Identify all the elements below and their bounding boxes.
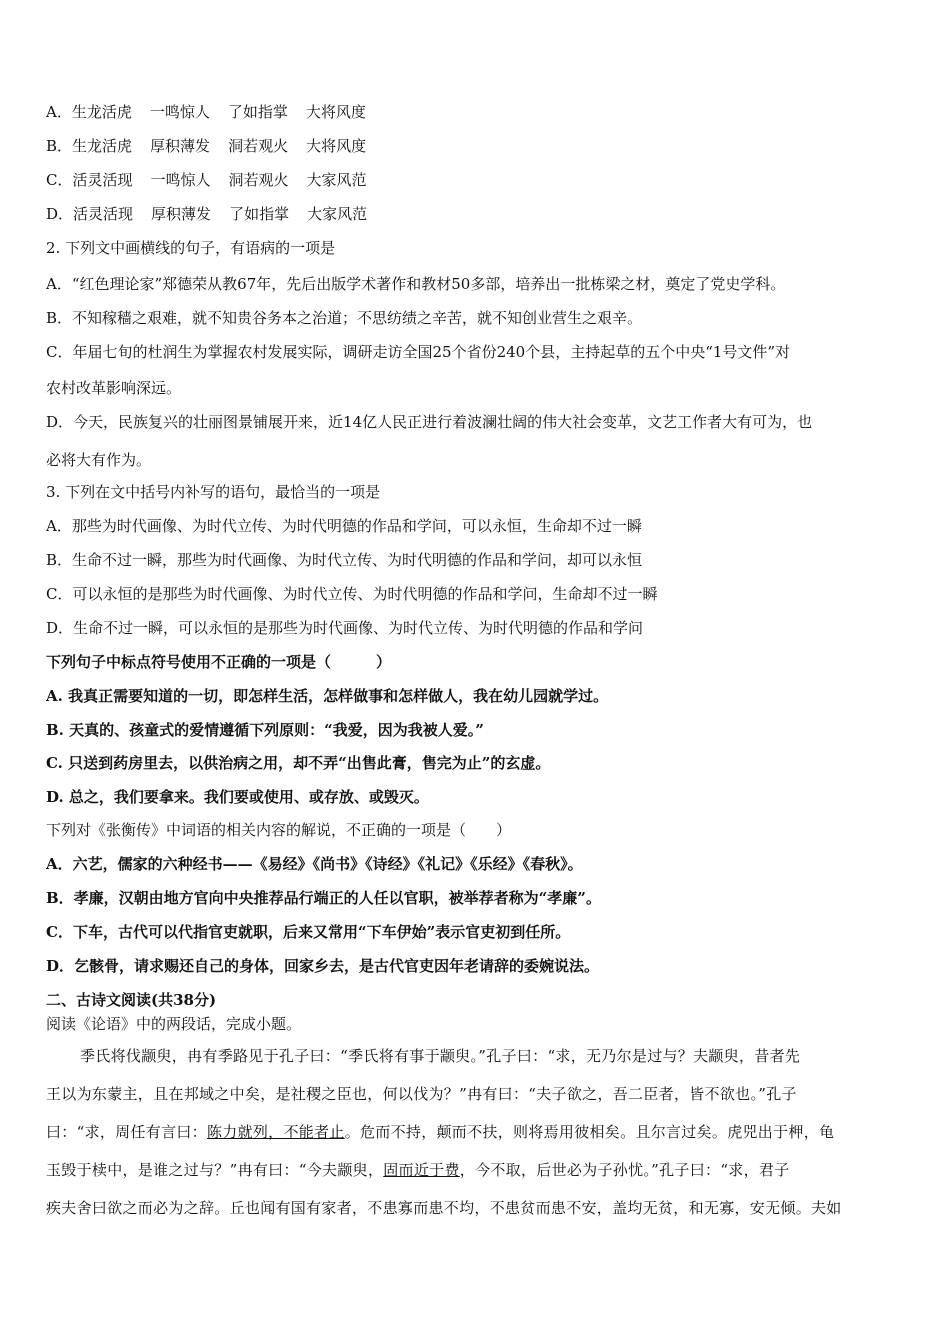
word: 大家风范 (306, 171, 367, 189)
word: 大家风范 (307, 205, 368, 223)
section-intro: 阅读《论语》中的两段话，完成小题。 (46, 1015, 302, 1033)
q4-stem: 下列句子中标点符号使用不正确的一项是（ ） (46, 653, 392, 671)
q3-stem: 3. 下列在文中括号内补写的语句，最恰当的一项是 (46, 483, 381, 501)
q1-option-d (46, 204, 906, 224)
passage-text: 曰：“求，周任有言曰： (46, 1123, 207, 1141)
q3-option-d: D．生命不过一瞬，可以永恒的是那些为时代画像、为时代立传、为时代明德的作品和学问 (46, 619, 644, 637)
q1-option-c (46, 170, 906, 190)
underlined-sentence: 陈力就列，不能者止 (206, 1123, 345, 1141)
q2-option-c-line2: 农村改革影响深远。 (46, 379, 182, 397)
passage-text: 。危而不持，颠而不扶，则将焉用彼相矣。且尔言过矣。虎兕出于柙，龟 (344, 1123, 835, 1141)
word: 洞若观火 (228, 171, 289, 189)
word: 一鸣惊人 (150, 171, 211, 189)
q1-option-b (46, 136, 906, 156)
section-title: 二、古诗文阅读(共38分) (46, 991, 217, 1009)
q4-option-d: D. 总之，我们要拿来。我们要或使用、或存放、或毁灭。 (46, 788, 429, 806)
word: 厚积薄发 (150, 137, 211, 155)
q2-stem: 2. 下列文中画横线的句子，有语病的一项是 (46, 239, 336, 257)
word: 洞若观火 (228, 137, 289, 155)
q2-option-c-line1: C．年届七旬的杜润生为掌握农村发展实际，调研走访全国25个省份240个县，主持起草的五个中央“1号文件”对 (46, 343, 791, 361)
q4-option-b: B. 天真的、孩童式的爱情遵循下列原则：“我爱，因为我被人爱。” (46, 721, 484, 739)
passage-line-4 (46, 1160, 906, 1180)
word: 生龙活虎 (71, 103, 132, 121)
q4-option-a: A. 我真正需要知道的一切，即怎样生活，怎样做事和怎样做人，我在幼儿园就学过。 (46, 687, 609, 705)
q1-option-a (46, 102, 906, 122)
word: 活灵活现 (72, 171, 133, 189)
q4-option-c: C. 只送到药房里去，以供治病之用，却不弄“出售此膏，售完为止”的玄虚。 (46, 754, 551, 772)
underlined-sentence: 固而近于费 (383, 1161, 460, 1179)
q5-option-c: C．下车，古代可以代指官吏就职，后来又常用“下车伊始”表示官吏初到任所。 (46, 923, 571, 941)
q3-option-c: C．可以永恒的是那些为时代画像、为时代立传、为时代明德的作品和学问，生命却不过一瞬 (46, 585, 658, 603)
q5-option-b: B．孝廉，汉朝由地方官向中央推荐品行端正的人任以官职，被举荐者称为“孝廉”。 (46, 889, 601, 907)
passage-text: ，今不取，后世必为子孙忧。”孔子曰：“求，君子 (459, 1161, 790, 1179)
word: 一鸣惊人 (149, 103, 210, 121)
option-label: A． (46, 103, 72, 121)
q2-option-b: B．不知稼穑之艰难，就不知贵谷务本之治道；不思纺绩之辛苦，就不知创业营生之艰辛。 (46, 309, 643, 327)
q3-option-a: A．那些为时代画像、为时代立传、为时代明德的作品和学问，可以永恒，生命却不过一瞬 (46, 517, 642, 535)
passage-line-1: 季氏将伐颛臾，冉有季路见于孔子曰：“季氏将有事于颛臾。”孔子曰：“求，无乃尔是过与？夫颛臾，昔者先 (80, 1047, 801, 1065)
word: 了如指掌 (227, 103, 288, 121)
word: 大将风度 (306, 137, 367, 155)
q5-option-a: A．六艺，儒家的六种经书——《易经》《尚书》《诗经》《礼记》《乐经》《春秋》。 (46, 855, 583, 873)
q2-option-d-line2: 必将大有作为。 (46, 451, 152, 469)
passage-line-3 (46, 1122, 906, 1142)
q2-option-a: A．“红色理论家”郑德荣从教67年，先后出版学术著作和教材50多部，培养出一批栋梁之材，奠定了党史学科。 (46, 275, 786, 293)
q5-option-d: D．乞骸骨，请求赐还自己的身体，回家乡去，是古代官吏因年老请辞的委婉说法。 (46, 957, 600, 975)
q3-option-b: B．生命不过一瞬，那些为时代画像、为时代立传、为时代明德的作品和学问，却可以永恒 (46, 551, 643, 569)
option-label: D． (46, 205, 74, 223)
word: 厚积薄发 (151, 205, 212, 223)
passage-line-2: 王以为东蒙主，且在邦域之中矣，是社稷之臣也，何以伐为？”冉有曰：“夫子欲之，吾二臣者，皆不欲也。”孔子 (46, 1085, 797, 1103)
passage-line-5: 疾夫舍曰欲之而必为之辞。丘也闻有国有家者，不患寡而患不均，不患贫而患不安，盖均无贫，和无寡，安无倾。夫如 (46, 1199, 842, 1217)
q2-option-d-line1: D．今天，民族复兴的壮丽图景铺展开来，近14亿人民正进行着波澜壮阔的伟大社会变革，文艺工作者大有可为，也 (46, 413, 813, 431)
word: 活灵活现 (73, 205, 134, 223)
passage-text: 玉毁于椟中，是谁之过与？”冉有曰：“今夫颛臾， (46, 1161, 384, 1179)
q5-stem: 下列对《张衡传》中词语的相关内容的解说，不正确的一项是（ ） (46, 821, 512, 839)
word: 生龙活虎 (72, 137, 133, 155)
option-label: C． (46, 171, 73, 189)
word: 了如指掌 (229, 205, 290, 223)
word: 大将风度 (305, 103, 366, 121)
option-label: B． (46, 137, 73, 155)
